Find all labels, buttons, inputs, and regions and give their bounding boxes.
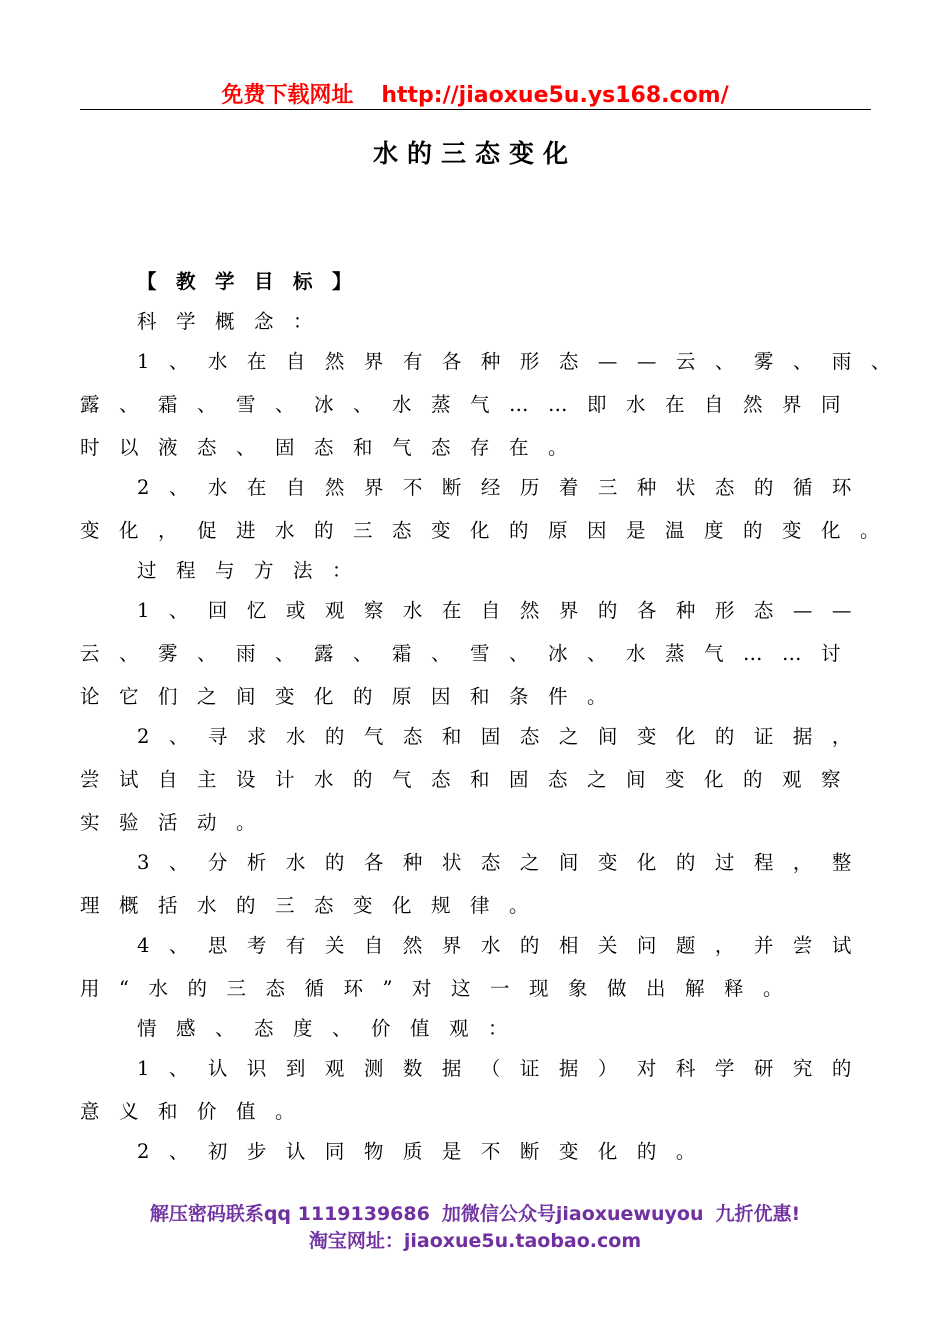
paragraph-line: 云、雾、雨、露、霜、雪、冰、水蒸气……讨	[80, 642, 861, 665]
paragraph-line: 论它们之间变化的原因和条件。	[80, 685, 627, 708]
paragraph-line: 用“水的三态循环”对这一现象做出解释。	[80, 977, 802, 1000]
section-heading-goals: 【教学目标】	[137, 270, 372, 293]
footer-discount: 九折优惠!	[715, 1203, 801, 1225]
paragraph-line: 2、初步认同物质是不断变化的。	[137, 1140, 715, 1163]
paragraph-line: 实验活动。	[80, 811, 276, 834]
paragraph-line: 露、霜、雪、冰、水蒸气……即水在自然界同	[80, 393, 861, 416]
footer-wechat: 加微信公众号jiaoxuewuyou	[441, 1203, 704, 1225]
subheading-process-methods: 过程与方法：	[137, 559, 372, 582]
paragraph-line: 1、回忆或观察水在自然界的各种形态——	[137, 599, 871, 622]
paragraph-line: 2、水在自然界不断经历着三种状态的循环	[137, 476, 871, 499]
paragraph-line: 理概括水的三态变化规律。	[80, 894, 549, 917]
download-header	[0, 78, 950, 109]
paragraph-line: 1、认识到观测数据（证据）对科学研究的	[137, 1057, 871, 1080]
footer-contact-line	[0, 1199, 950, 1226]
header-url-link[interactable]: http://jiaoxue5u.ys168.com/	[381, 83, 729, 108]
footer-contact-qq: 解压密码联系qq 1119139686	[149, 1203, 430, 1225]
header-label: 免费下载网址	[221, 83, 354, 108]
paragraph-line: 4、思考有关自然界水的相关问题，并尝试	[137, 934, 871, 957]
paragraph-line: 变化，促进水的三态变化的原因是温度的变化。	[80, 519, 900, 542]
paragraph-line: 1、水在自然界有各种形态——云、雾、雨、	[137, 350, 910, 373]
subheading-emotions-values: 情感、态度、价值观：	[137, 1017, 528, 1040]
document-title: 水的三态变化	[372, 139, 577, 168]
subheading-science-concepts: 科学概念：	[137, 310, 333, 333]
paragraph-line: 2、寻求水的气态和固态之间变化的证据，	[137, 725, 871, 748]
paragraph-line: 尝试自主设计水的气态和固态之间变化的观察	[80, 768, 861, 791]
paragraph-line: 时以液态、固态和气态存在。	[80, 436, 588, 459]
footer-shop-link[interactable]: 淘宝网址：jiaoxue5u.taobao.com	[308, 1230, 642, 1252]
paragraph-line: 3、分析水的各种状态之间变化的过程，整	[137, 851, 871, 874]
header-divider	[80, 109, 871, 110]
paragraph-line: 意义和价值。	[80, 1100, 315, 1123]
